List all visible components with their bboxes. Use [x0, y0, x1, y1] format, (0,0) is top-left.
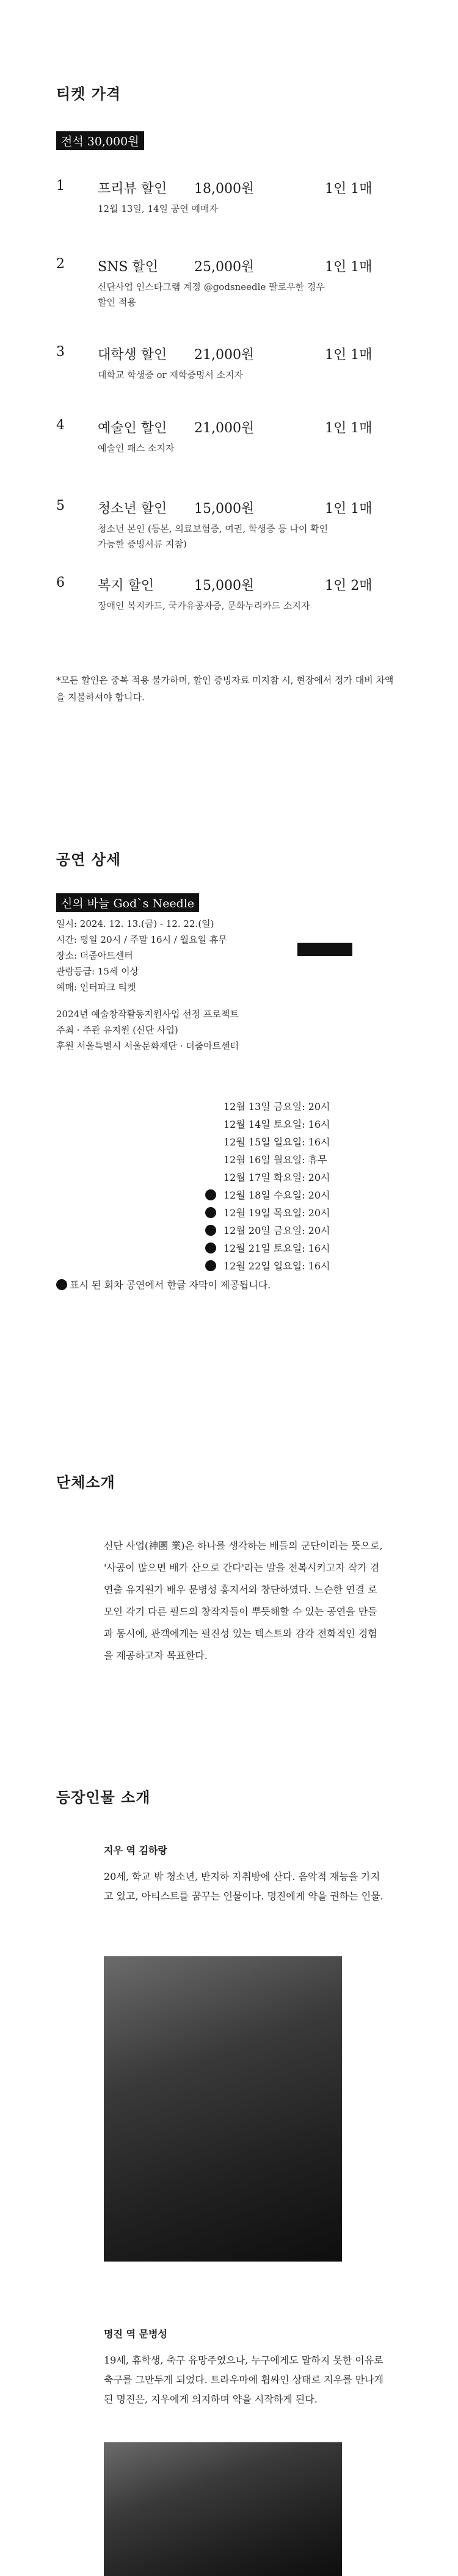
details-section — [56, 847, 423, 1054]
ticket-note: *모든 할인은 중복 적용 불가하며, 할인 증빙자료 미지참 시, 현장에서 정가 대비 차액을 지불하셔야 합니다. — [56, 675, 394, 703]
schedule-text: 12월 19일 목요일: 20시 — [224, 1207, 330, 1219]
ticket-item-sub: 신단사업 인스타그램 계정 @godsneedle 팔로우한 경우 할인 적용 — [98, 281, 325, 308]
group-text: 신단 사업(神團 業)은 하나를 생각하는 배들의 군단이라는 뜻으로, '사공이 많으면 배가 산으로 간다'라는 말을 전복시키고자 작가 겸 연출 유지원가 배우 문병성 홍지서와 창단하였다. 느슨한 연결 로 모인 각기 다른 필드의 창작자들이 뿌듯해할 수 있는 공연을 만들과 동시에, 관객에게는 필진성 있는 텍스트와 감각 전화적인 경험을 제공하고자 목표한다. — [104, 1540, 383, 1661]
group-title: 단체소개 — [56, 1474, 115, 1491]
schedule-row — [202, 1116, 330, 1133]
character-role-2: 명진 역 문병성 — [104, 2328, 167, 2340]
caption-note: 표시 된 회차 공연에서 한글 자막이 제공됩니다. — [56, 1277, 423, 1293]
character-photo-2 — [104, 2442, 342, 2576]
project-lines — [56, 1006, 423, 1054]
detail-line: 장소: 더줌아트센터 — [56, 950, 133, 961]
schedule-row — [202, 1151, 330, 1169]
ticket-item-number: 5 — [56, 498, 65, 513]
character-desc-1: 20세, 학교 밖 청소년, 반지하 자취방에 산다. 음악적 재능을 가지고 있고, 아티스트를 꿈꾸는 인물이다. 명진에게 약을 권하는 인물. — [104, 1871, 383, 1902]
subtitle-dot-icon — [205, 1260, 216, 1271]
schedule-row — [202, 1133, 330, 1151]
schedule-row — [202, 1257, 330, 1275]
ticket-title: 티켓 가격 — [56, 85, 122, 103]
schedule-row — [202, 1239, 330, 1257]
ticket-item-number: 4 — [56, 418, 65, 433]
ticket-item-name: 대학생 할인 — [98, 347, 167, 363]
details-title: 공연 상세 — [56, 851, 122, 868]
characters-title: 등장인물 소개 — [56, 1789, 151, 1806]
ticket-item-number: 6 — [56, 575, 65, 590]
schedule-text: 12월 16일 월요일: 휴무 — [224, 1154, 327, 1166]
project-line: 주최 · 주관 유지원 (신단 사업) — [56, 1025, 178, 1036]
ticket-item-number: 2 — [56, 256, 65, 272]
character-photo-1 — [104, 1956, 342, 2262]
group-section — [56, 1470, 423, 1492]
schedule-text: 12월 15일 일요일: 16시 — [224, 1136, 330, 1148]
ticket-item-price: 21,000원 — [194, 421, 255, 436]
subtitle-dot-icon — [205, 1243, 216, 1254]
schedule-row — [202, 1222, 330, 1239]
schedule-text: 12월 21일 토요일: 16시 — [224, 1243, 330, 1254]
ticket-item-qty: 1인 1매 — [325, 421, 373, 436]
project-line: 후원 서울특별시 서울문화재단 · 더줌아트센터 — [56, 1040, 239, 1051]
ticket-item-sub: 12월 13일, 14일 공연 예매자 — [98, 203, 219, 214]
ticket-item-qty: 1인 1매 — [325, 259, 373, 275]
ticket-item-qty: 1인 1매 — [325, 347, 373, 363]
ticket-item-price: 18,000원 — [194, 181, 255, 197]
redaction-block — [297, 943, 352, 956]
character-role-1: 지우 역 김하랑 — [104, 1845, 167, 1856]
schedule-row — [202, 1204, 330, 1222]
character-desc-2: 19세, 휴학생, 축구 유망주였으나, 누구에게도 말하지 못한 이유로 축구를 그만두게 되었다. 트라우마에 휩싸인 상태로 지우를 만나게 된 명진은, 지우에게 의지하며 약을 시작하게 된다. — [104, 2354, 384, 2405]
ticket-item-price: 15,000원 — [194, 501, 255, 517]
ticket-item-name: 청소년 할인 — [98, 501, 167, 517]
ticket-item-name: 복지 할인 — [98, 578, 154, 593]
schedule-text: 12월 22일 일요일: 16시 — [224, 1260, 330, 1272]
show-title: 신의 바늘 God`s Needle — [56, 893, 199, 912]
subtitle-dot-icon — [205, 1189, 216, 1200]
schedule-row — [202, 1098, 330, 1116]
ticket-item-sub: 청소년 본인 (등본, 의료보험증, 여권, 학생증 등 나이 확인 가능한 증빙서류 지참) — [98, 523, 329, 550]
ticket-item-price: 15,000원 — [194, 578, 255, 593]
ticket-item-qty: 1인 2매 — [325, 578, 373, 593]
detail-line: 시간: 평일 20시 / 주말 16시 / 월요일 휴무 — [56, 934, 227, 945]
ticket-item-price: 21,000원 — [194, 347, 255, 363]
subtitle-dot-icon — [205, 1207, 216, 1218]
schedule-text: 12월 17일 화요일: 20시 — [224, 1172, 330, 1183]
general-price: 전석 30,000원 — [56, 131, 144, 150]
ticket-item-price: 25,000원 — [194, 259, 255, 275]
ticket-item-sub: 예술인 패스 소지자 — [98, 443, 175, 454]
ticket-item-name: 예술인 할인 — [98, 421, 167, 436]
schedule-row — [202, 1186, 330, 1204]
ticket-section — [56, 82, 423, 150]
detail-lines — [56, 916, 423, 995]
ticket-item-sub: 장애인 복지카드, 국가유공자증, 문화누리카드 소지자 — [98, 600, 310, 611]
ticket-item-name: SNS 할인 — [98, 259, 158, 275]
schedule-text: 12월 13일 금요일: 20시 — [224, 1101, 330, 1112]
subtitle-dot-icon — [205, 1225, 216, 1236]
ticket-item-qty: 1인 1매 — [325, 501, 373, 517]
ticket-item-qty: 1인 1매 — [325, 181, 373, 197]
ticket-list — [56, 178, 423, 611]
detail-line: 관람등급: 15세 이상 — [56, 966, 139, 977]
detail-line: 예매: 인터파크 티켓 — [56, 982, 136, 993]
characters-section — [56, 1785, 423, 1807]
ticket-item-number: 1 — [56, 178, 65, 194]
caption-dot-icon — [56, 1279, 67, 1290]
schedule-text: 12월 18일 수요일: 20시 — [224, 1189, 330, 1201]
ticket-item-name: 프리뷰 할인 — [98, 181, 167, 197]
schedule-text: 12월 20일 금요일: 20시 — [224, 1225, 330, 1236]
schedule-list — [202, 1098, 330, 1275]
ticket-item-sub: 대학교 학생증 or 재학증명서 소지자 — [98, 369, 244, 380]
detail-line: 일시: 2024. 12. 13.(금) - 12. 22.(일) — [56, 918, 214, 929]
schedule-text: 12월 14일 토요일: 16시 — [224, 1119, 330, 1130]
ticket-item-number: 3 — [56, 344, 65, 360]
project-line: 2024년 예술창작활동지원사업 선정 프로젝트 — [56, 1009, 239, 1020]
schedule-row — [202, 1169, 330, 1186]
